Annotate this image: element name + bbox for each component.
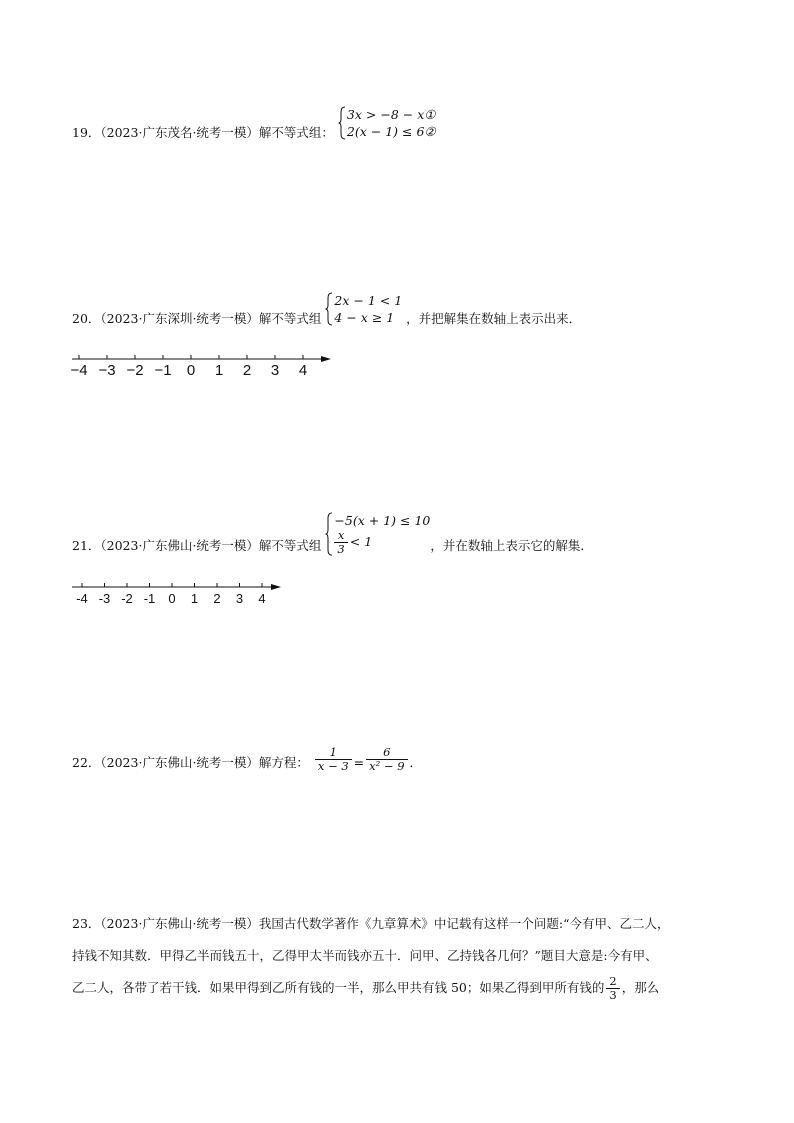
inequality-row: 3x > −8 − x① [346,107,436,122]
number-line-labels-q21 [70,591,285,611]
question-20 [72,294,581,328]
question-text: ，那么 [621,980,660,995]
inequality-row: −5(x + 1) ≤ 10 [334,513,431,528]
axis-label: 4 [258,591,266,606]
fraction-denominator: 3 [334,542,347,556]
question-source: ．（2023·广东茂名·统考一模） [87,124,259,140]
inequality-row [334,529,420,556]
inequality-system [338,106,436,140]
inequality-row: 4 − x ≥ 1 [334,310,395,325]
question-number: 21 [72,537,88,553]
axis-label: 2 [213,591,221,606]
axis-label: −2 [126,362,144,379]
arrow-head-icon [271,584,281,590]
left-brace-icon [325,292,333,326]
inequality-system [325,512,431,556]
question-prompt: 解不等式组 [258,537,322,553]
axis-label: 2 [242,362,252,379]
sentence-end: ． [409,755,423,770]
paragraph-line: 持钱不知其数．甲得乙半而钱五十，乙得甲太半而钱亦五十．问甲、乙持钱各几何？”题目大意是:今有甲、 [72,948,658,963]
axis-label: −4 [70,362,88,379]
equals-sign: = [353,755,365,770]
fraction-numerator: 2 [609,974,617,988]
fraction-denominator: 3 [606,988,619,1002]
question-source: ．（2023·广东佛山·统考一模） [87,755,259,770]
question-number: 23 [72,916,88,931]
axis-label: 4 [298,362,308,379]
fraction-numerator: 1 [329,745,337,759]
question-source: ．（2023·广东佛山·统考一模） [87,537,259,553]
fraction-numerator: 6 [383,745,391,759]
question-23 [72,908,732,1004]
axis-label: -1 [143,591,156,606]
inequality-row: 2x − 1 < 1 [334,293,403,308]
paragraph-line [72,908,732,940]
question-text: 乙二人，各带了若干钱．如果甲得到乙所有钱的一半，那么甲共有钱 50；如果乙得到甲所有钱的 [72,980,605,995]
fraction-numerator: x [337,528,345,542]
inequality-tail: < 1 [349,534,373,549]
axis-label: -4 [76,591,88,606]
question-19 [72,108,436,142]
axis-label: -2 [121,591,133,606]
number-line-labels-q20 [70,362,335,382]
inequality-row: 2(x − 1) ≤ 6② [346,124,436,139]
inequality-system [325,292,402,326]
axis-label: 1 [190,591,199,606]
fraction-rhs [366,746,407,773]
question-21 [72,514,593,558]
question-number: 19 [72,124,88,140]
axis-label: 3 [270,362,280,379]
fraction-lhs [315,746,352,773]
paragraph-line [72,972,732,1004]
question-instruction: ，并把解集在数轴上表示出来． [406,310,582,326]
fraction [606,975,619,1002]
question-source: ．（2023·广东佛山·统考一模） [87,916,259,931]
question-prompt: 解不等式组： [258,124,334,140]
axis-label: 1 [214,362,224,379]
left-brace-icon [325,512,333,556]
axis-label: -3 [98,591,111,606]
axis-label: 0 [168,591,176,606]
question-prompt: 解方程： [258,755,309,770]
axis-label: 0 [186,362,196,379]
question-22 [72,746,422,773]
axis-label: −1 [154,362,172,379]
axis-label: 3 [235,591,244,606]
question-number: 20 [72,310,88,326]
question-source: ．（2023·广东深圳·统考一模） [87,310,259,326]
question-number: 22 [72,755,88,770]
fraction [334,529,347,556]
axis-label: −3 [98,362,116,379]
left-brace-icon [338,106,346,140]
question-text: 我国古代数学著作《九章算术》中记载有这样一个问题:“今有甲、乙二人， [258,916,670,931]
fraction-denominator: x² − 9 [366,759,407,773]
fraction-denominator: x − 3 [315,759,352,773]
question-instruction: ，并在数轴上表示它的解集． [430,537,593,553]
question-prompt: 解不等式组 [258,310,322,326]
